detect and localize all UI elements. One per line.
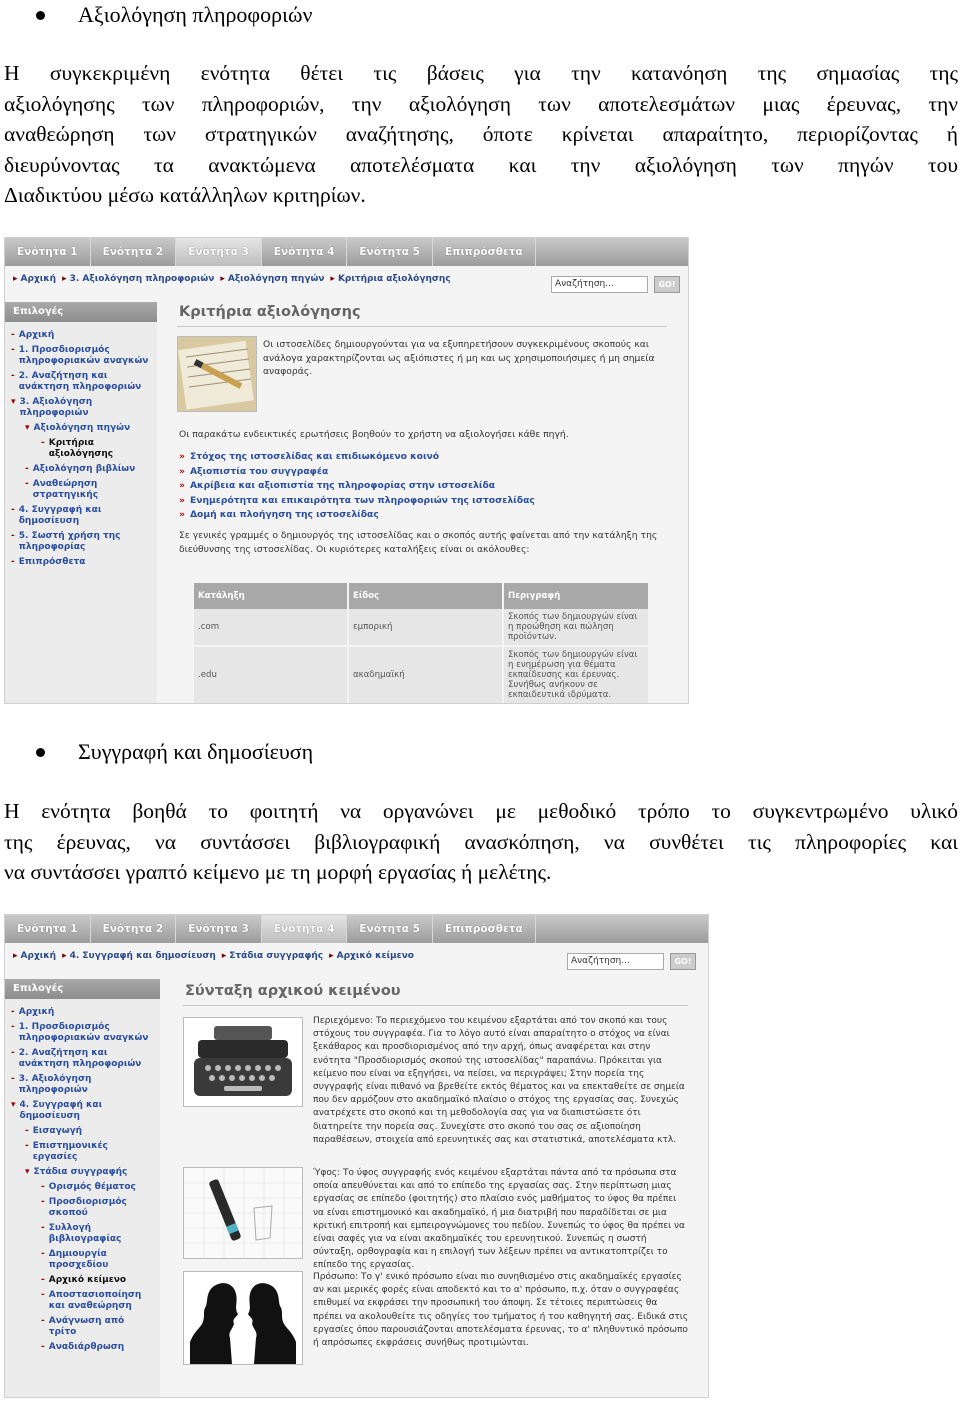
paragraph-evaluation <box>4 58 958 211</box>
chevron-right-icon: - <box>41 1342 45 1352</box>
breadcrumb-item[interactable]: Αρχική <box>20 951 57 961</box>
chevron-right-icon: - <box>25 1126 29 1136</box>
tab-unit-1[interactable]: Ενότητα 1 <box>5 915 91 943</box>
search-box <box>567 953 696 970</box>
sidebar-item[interactable] <box>41 1182 154 1193</box>
criteria-link-label: Ακρίβεια και αξιοπιστία της πληροφορίας στην ιστοσελίδα <box>189 480 496 491</box>
sidebar-item-current[interactable] <box>41 438 151 460</box>
bullet-arrow-icon: » <box>179 465 185 477</box>
intro-text: Οι ιστοσελίδες δημιουργούνται για να εξυπηρετήσουν συγκεκριμένους σκοπούς και ανάλογα χαρακτηρίζονται ως αξιόπιστες ή μη και ως χρησιμοποιήσιμες ή μη σημεία αναφοράς. <box>263 339 655 377</box>
silhouettes-image <box>183 1271 303 1365</box>
chevron-right-icon: ▸ <box>62 274 67 284</box>
chevron-right-icon: - <box>41 1223 45 1233</box>
paragraph-line: αναθεώρηση των στρατηγικών αναζήτησης, όποτε κρίνεται απαραίτητο, περιορίζοντας ή <box>4 122 958 146</box>
domains-text: Σε γενικές γραμμές ο δημιουργός της ιστοσελίδας και ο σκοπός αυτής φαίνεται από την κατάληξη της διεύθυνσης της ιστοσελίδας. Οι κυριότερες καταλήξεις είναι οι ακόλουθες: <box>179 530 658 555</box>
paragraph-line: Η συγκεκριμένη ενότητα θέτει τις βάσεις για την κατανόηση της σημασίας της <box>4 61 958 85</box>
screenshot-evaluation-criteria <box>4 237 689 704</box>
sidebar-item[interactable] <box>11 397 151 419</box>
table-header: Είδος <box>348 583 503 609</box>
tab-unit-3[interactable]: Ενότητα 3 <box>176 238 262 266</box>
sidebar-item[interactable] <box>41 1249 154 1271</box>
screenshot-draft-writing <box>4 914 709 1398</box>
tab-bar <box>5 915 708 943</box>
content-paragraph: Πρόσωπο: Το γ' ενικό πρόσωπο είναι πιο συνηθισμένο στις ακαδημαϊκές εργασίες αν και μερικές φορές είναι αποδεκτό και το α' πρόσωπο, π.χ. όταν ο συγγραφέας επιθυμεί να εκφράσει την προσωπική του άποψη. Σε τέτοιες περιπτώσεις θα πρέπει να ακολουθείτε τις οδηγίες του τμήματος ή του καθηγητή σας. Ειδικά στις εργασίες όπου παρουσιάζονται αποτελέσματα έρευνας, το α' πληθυντικό πρόσωπο ή απρόσωπες εκφράσεις συνήθως προτιμώνται. <box>313 1272 689 1349</box>
tab-unit-4[interactable]: Ενότητα 4 <box>262 238 348 266</box>
breadcrumb-item[interactable]: 4. Συγγραφή και δημοσίευση <box>69 951 216 961</box>
sidebar-item[interactable] <box>11 505 151 527</box>
typewriter-image <box>183 1017 303 1107</box>
sidebar-title: Επιλογές <box>5 979 160 999</box>
sidebar-item[interactable] <box>25 1141 154 1163</box>
bullet-heading-writing <box>36 737 313 767</box>
sidebar-item[interactable] <box>11 557 151 568</box>
criteria-link[interactable] <box>179 465 669 480</box>
tab-bar <box>5 238 688 266</box>
bullet-heading-text: Αξιολόγηση πληροφοριών <box>78 2 313 27</box>
search-input[interactable]: Αναζήτηση... <box>551 276 648 293</box>
sidebar-item-label: 2. Αναζήτηση και ανάκτηση πληροφοριών <box>18 1048 142 1069</box>
paragraph-line: να συντάσσει γραπτό κείμενο με τη μορφή εργασίας ή μελέτης. <box>4 860 552 884</box>
sidebar-item-label: Συλλογή βιβλιογραφίας <box>48 1223 122 1244</box>
tab-extras[interactable]: Επιπρόσθετα <box>433 915 536 943</box>
sidebar-item-label: 1. Προσδιορισμός πληροφοριακών αναγκών <box>18 1022 149 1043</box>
paragraph-writing <box>4 796 958 888</box>
sidebar-item-label: Αξιολόγηση βιβλίων <box>32 464 136 474</box>
page-title: Κριτήρια αξιολόγησης <box>179 304 361 320</box>
sidebar-item-label: Αξιολόγηση πηγών <box>33 423 131 433</box>
table-cell: ακαδημαϊκή <box>348 646 503 704</box>
chevron-right-icon: - <box>11 1022 15 1032</box>
chevron-right-icon: - <box>41 1182 45 1192</box>
faces-icon <box>184 1272 302 1364</box>
chevron-right-icon: - <box>11 1007 15 1017</box>
sidebar-item-label: Αναδιάρθρωση <box>48 1342 125 1352</box>
criteria-link[interactable] <box>179 479 669 494</box>
bullet-icon <box>36 11 45 20</box>
paragraph-line: Διαδικτύου μέσω κατάλληλων κριτηρίων. <box>4 183 366 207</box>
search-go-button[interactable]: GO! <box>654 276 680 293</box>
chevron-right-icon: - <box>41 1197 45 1207</box>
sidebar-item-label: Στάδια συγγραφής <box>33 1167 128 1177</box>
criteria-link[interactable] <box>179 494 669 509</box>
breadcrumb-item[interactable]: Αρχική <box>20 274 57 284</box>
chevron-down-icon: ▾ <box>25 423 30 433</box>
bullet-arrow-icon: » <box>179 451 185 462</box>
sidebar-item[interactable] <box>25 1167 154 1178</box>
chevron-right-icon: - <box>41 1275 45 1285</box>
chevron-right-icon: ▸ <box>13 951 18 961</box>
table-cell: Σκοπός των δημιουργών είναι η προώθηση και πώληση προϊόντων. <box>503 609 649 646</box>
sidebar-item-label: 3. Αξιολόγηση πληροφοριών <box>18 1074 92 1095</box>
breadcrumb-item[interactable]: Στάδια συγγραφής <box>229 951 324 961</box>
chevron-right-icon: ▸ <box>329 951 334 961</box>
criteria-link-label: Ενημερότητα και επικαιρότητα των πληροφοριών της ιστοσελίδας <box>189 494 535 506</box>
chevron-right-icon: - <box>11 345 15 355</box>
table-row <box>194 646 649 704</box>
sidebar-item[interactable] <box>25 423 151 434</box>
chevron-right-icon: - <box>11 505 15 515</box>
pen-icon <box>184 1168 302 1258</box>
tab-unit-2[interactable]: Ενότητα 2 <box>91 238 177 266</box>
tab-extras[interactable]: Επιπρόσθετα <box>433 238 536 266</box>
chevron-right-icon: - <box>11 531 15 541</box>
chevron-down-icon: ▾ <box>11 1100 16 1110</box>
content-paragraph: Περιεχόμενο: Το περιεχόμενο του κειμένου εξαρτάται από τον σκοπό και τους στόχους του συγγραφέα. Για το λόγο αυτό είναι απαραίτητο ο στόχος να είναι ξεκάθαρος και προσδιορισμένος από την αρχή, όπως αναφέρεται και στην ενότητα "Προσδιορισμός σκοπού της ιστοσελίδας" παραπάνω. Πρόκειται για κείμενο που είναι να εξηγήσει, να πείσει, να περιγράψει; Στην πορεία της συγγραφής είναι πιθανό να βρεθείτε εκτός θέματος και να επεκταθείτε σε σημεία που δεν αρμόζουν στο ακαδημαϊκό πλαίσιο ο στόχος της εργασίας σας. Συνεχώς ανατρέχετε στο σκοπό και τη μεθοδολογία σας για να διαπιστώσετε ότι διατηρείτε την πορεία σας. Συνεχίστε στο σκοπό του σας σε αξιοποίηση παραθέσεων, στοιχεία από ερευνητικές σας και στατιστικά, αποτελέσματα κτλ. <box>313 1016 685 1145</box>
tab-unit-2[interactable]: Ενότητα 2 <box>91 915 177 943</box>
pencil-icon <box>178 337 256 411</box>
chevron-right-icon: - <box>25 479 29 489</box>
sidebar <box>5 979 160 1397</box>
chevron-right-icon: ▸ <box>220 274 225 284</box>
sidebar-item[interactable] <box>11 1048 154 1070</box>
sidebar-item-label: 4. Συγγραφή και δημοσίευση <box>19 1100 103 1121</box>
chevron-right-icon: - <box>41 438 45 448</box>
tab-unit-3[interactable]: Ενότητα 3 <box>176 915 262 943</box>
table-cell: Σκοπός των δημιουργών είναι η ενημέρωση για θέματα εκπαίδευσης και έρευνας. Συνήθως ανήκουν σε εκπαιδευτικά ιδρύματα. <box>503 646 649 704</box>
sidebar-item-current[interactable] <box>41 1275 154 1286</box>
sidebar-item[interactable] <box>11 330 151 341</box>
sidebar-item-label: Αρχικό κείμενο <box>48 1275 127 1285</box>
sidebar-item-label: Προσδιορισμός σκοπού <box>48 1197 127 1218</box>
breadcrumb-item[interactable]: Αρχικό κείμενο <box>336 951 414 961</box>
criteria-links <box>179 450 669 523</box>
breadcrumb-item[interactable]: 3. Αξιολόγηση πληροφοριών <box>69 274 215 284</box>
sidebar-item[interactable] <box>25 479 151 501</box>
chevron-right-icon: - <box>25 464 29 474</box>
sidebar-item[interactable] <box>11 531 151 553</box>
sidebar-item-label: Ορισμός θέματος <box>48 1182 136 1192</box>
sidebar-item-label: Επιστημονικές εργασίες <box>32 1141 108 1162</box>
domain-table <box>194 583 650 704</box>
sidebar-item-label: Αποστασιοποίηση και αναθεώρηση <box>48 1290 142 1311</box>
paragraph-line: αξιολόγησης των πληροφοριών, την αξιολόγηση των αποτελεσμάτων μιας έρευνας, την <box>4 91 958 116</box>
chevron-down-icon: ▾ <box>11 397 16 407</box>
sidebar-item-label: 2. Αναζήτηση και ανάκτηση πληροφοριών <box>18 371 142 392</box>
title-divider <box>183 1005 688 1006</box>
sidebar-item[interactable] <box>11 1007 154 1018</box>
sidebar-item-label: Κριτήρια αξιολόγησης <box>48 438 114 459</box>
sidebar-item[interactable] <box>25 464 151 475</box>
table-header-row <box>194 583 649 609</box>
criteria-link-label: Αξιοπιστία του συγγραφέα <box>189 465 329 477</box>
chevron-right-icon: - <box>41 1290 45 1300</box>
search-go-button[interactable]: GO! <box>670 953 696 970</box>
chevron-right-icon: - <box>11 1048 15 1058</box>
content-paragraph: Ύφος: Το ύφος συγγραφής ενός κειμένου εξαρτάται πάντα από τα πρόσωπα στα οποία απευθύνεται και από το επίπεδο της εργασίας σας. Στην περίπτωση μιας εργασίας σε επίπεδο (φοιτητής) στο πλαίσιο ενός μαθήματος το ύφος θα πρέπει να είναι επιστημονικό και ακαδημαϊκό, ή μια διατριβή που παραδίδεται σε μια κριτική επιτροπή και εμπειρογνώμονες του πεδίου. Συνεπώς το ύφος θα πρέπει να είναι σαφές για να είναι ακαδημαϊκές του ερευνητικού. Συνεπώς η σωστή σύνταξη, ορθογραφία και η επιλογή των λέξεων πρέπει να αντικατοπτρίζει το επίπεδο της εργασίας. <box>313 1168 685 1271</box>
sidebar-item[interactable] <box>25 1126 154 1137</box>
bullet-icon <box>36 748 45 757</box>
pencil-paper-image <box>177 336 257 412</box>
bullet-heading-evaluation <box>36 0 312 30</box>
chevron-right-icon: - <box>25 1141 29 1151</box>
breadcrumb-item[interactable]: Αξιολόγηση πηγών <box>227 274 325 284</box>
sidebar-item-label: Ανάγνωση από τρίτο <box>48 1316 125 1337</box>
tab-unit-5[interactable]: Ενότητα 5 <box>347 238 433 266</box>
sidebar-item[interactable] <box>41 1290 154 1312</box>
title-divider <box>177 326 667 327</box>
sidebar <box>5 302 157 703</box>
bullet-arrow-icon: » <box>179 509 185 520</box>
sidebar-item[interactable] <box>11 1022 154 1044</box>
bullet-arrow-icon: » <box>179 494 185 506</box>
questions-intro-text: Οι παρακάτω ενδεικτικές ερωτήσεις βοηθούν το χρήστη να αξιολογήσει κάθε πηγή. <box>179 429 569 440</box>
sidebar-item-label: 3. Αξιολόγηση πληροφοριών <box>19 397 93 418</box>
sidebar-item[interactable] <box>41 1342 154 1353</box>
sidebar-item[interactable] <box>11 345 151 367</box>
sidebar-item[interactable] <box>11 371 151 393</box>
table-cell: .edu <box>194 646 348 704</box>
chevron-right-icon: ▸ <box>62 951 67 961</box>
chevron-right-icon: ▸ <box>221 951 227 961</box>
chevron-right-icon: ▸ <box>13 274 18 284</box>
tab-unit-4[interactable]: Ενότητα 4 <box>262 915 348 943</box>
sidebar-item-label: 1. Προσδιορισμός πληροφοριακών αναγκών <box>18 345 149 366</box>
chevron-down-icon: ▾ <box>25 1167 30 1177</box>
sidebar-item-label: Εισαγωγή <box>32 1126 83 1136</box>
sidebar-item[interactable] <box>41 1197 154 1219</box>
sidebar-item[interactable] <box>41 1316 154 1338</box>
table-header: Περιγραφή <box>503 583 649 609</box>
sidebar-item-label: Αρχική <box>18 330 55 340</box>
table-cell: εμπορική <box>348 609 503 646</box>
chevron-right-icon: - <box>11 1074 15 1084</box>
sidebar-item[interactable] <box>41 1223 154 1245</box>
sidebar-item-label: Επιπρόσθετα <box>18 557 86 567</box>
criteria-link-label: Στόχος της ιστοσελίδας και επιδιωκόμενο κοινό <box>189 451 440 462</box>
paragraph-line: της έρευνας, να συντάσσει βιβλιογραφική ανασκόπηση, να συνθέτει τις πληροφορίες και <box>4 829 958 854</box>
paragraph-line: διευρύνοντας τα ανακτώμενα αποτελέσματα και την αξιολόγηση των πηγών του <box>4 152 958 177</box>
sidebar-item[interactable] <box>11 1100 154 1122</box>
paragraph-line: Η ενότητα βοηθά το φοιτητή να οργανώνει με μεθοδικό τρόπο το συγκεντρωμένο υλικό <box>4 799 958 823</box>
search-box <box>551 276 680 293</box>
criteria-link[interactable] <box>179 508 669 523</box>
criteria-link[interactable] <box>179 450 669 465</box>
sidebar-item-label: Αρχική <box>18 1007 55 1017</box>
tab-unit-5[interactable]: Ενότητα 5 <box>347 915 433 943</box>
tab-unit-1[interactable]: Ενότητα 1 <box>5 238 91 266</box>
chevron-right-icon: ▸ <box>330 274 335 284</box>
pen-drawing-image <box>183 1167 303 1259</box>
sidebar-item[interactable] <box>11 1074 154 1096</box>
table-row <box>194 609 649 646</box>
chevron-right-icon: - <box>11 371 15 381</box>
chevron-right-icon: - <box>11 557 15 567</box>
chevron-right-icon: - <box>41 1249 45 1259</box>
typewriter-icon <box>184 1018 302 1106</box>
sidebar-title: Επιλογές <box>5 302 157 322</box>
chevron-right-icon: - <box>11 330 15 340</box>
page-title: Σύνταξη αρχικού κειμένου <box>185 983 401 999</box>
sidebar-item-label: 5. Σωστή χρήση της πληροφορίας <box>18 531 121 552</box>
sidebar-item-label: Δημιουργία προσχεδίου <box>48 1249 109 1270</box>
bullet-heading-text: Συγγραφή και δημοσίευση <box>78 739 314 764</box>
bullet-arrow-icon: » <box>179 480 185 491</box>
criteria-link-label: Δομή και πλοήγηση της ιστοσελίδας <box>189 509 379 520</box>
sidebar-item-label: Αναθεώρηση στρατηγικής <box>32 479 99 500</box>
search-input[interactable]: Αναζήτηση... <box>567 953 664 970</box>
breadcrumb-item[interactable]: Κριτήρια αξιολόγησης <box>337 274 451 284</box>
table-header: Κατάληξη <box>194 583 348 609</box>
sidebar-item-label: 4. Συγγραφή και δημοσίευση <box>18 505 102 526</box>
chevron-right-icon: - <box>41 1316 45 1326</box>
table-cell: .com <box>194 609 348 646</box>
